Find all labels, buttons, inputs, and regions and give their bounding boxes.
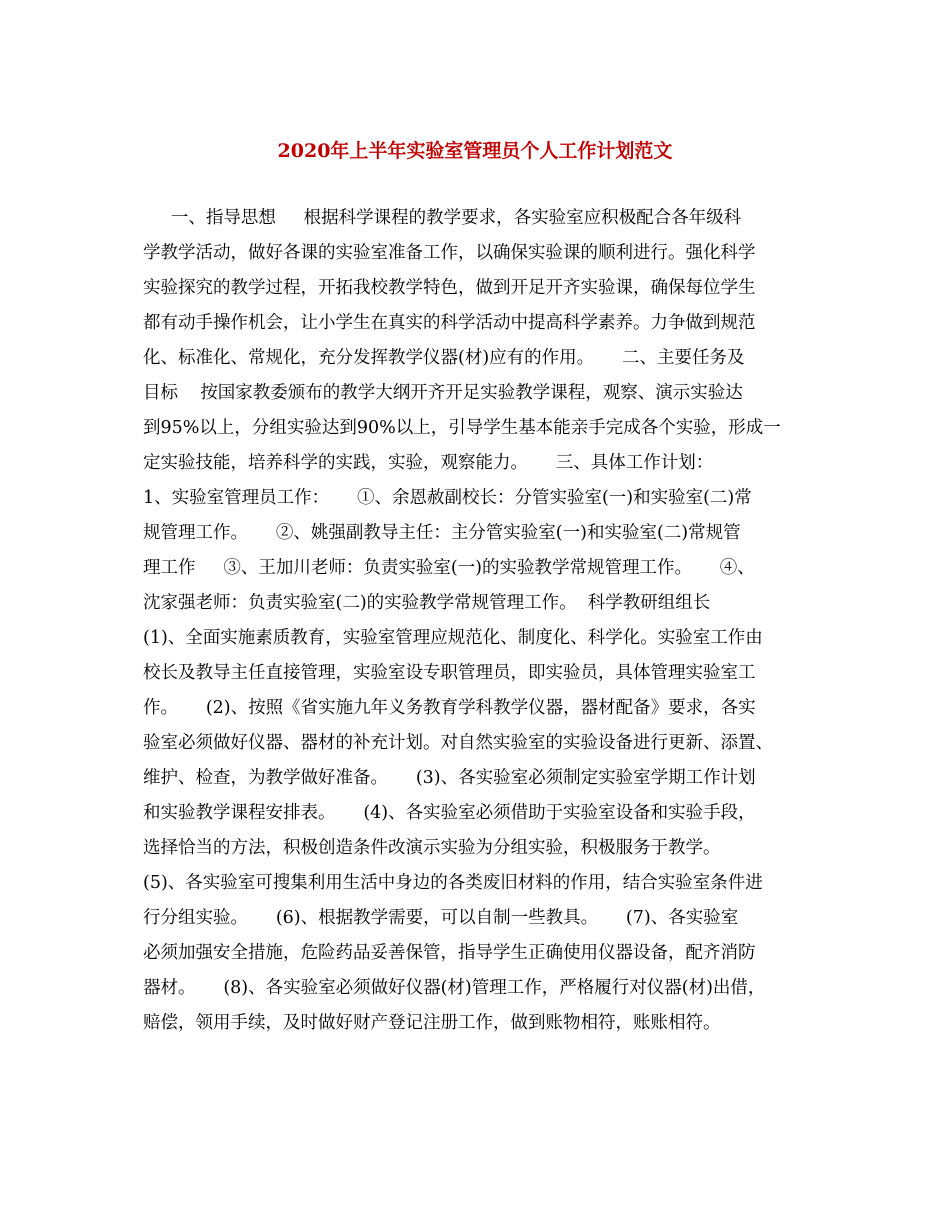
body-line: 定实验技能，培养科学的实践，实验，观察能力。 三、具体工作计划：	[143, 453, 714, 473]
body-line: 到95%以上，分组实验达到90%以上，引导学生基本能亲手完成各个实验，形成一	[143, 418, 781, 438]
body-line: 沈家强老师：负责实验室(二)的实验教学常规管理工作。 科学教研组组长	[143, 593, 711, 613]
body-line: 赔偿，领用手续，及时做好财产登记注册工作，做到账物相符，账账相符。	[143, 1013, 721, 1033]
body-line: 和实验教学课程安排表。 (4)、各实验室必须借助于实验室设备和实验手段，	[143, 803, 756, 823]
body-line: 化、标准化、常规化，充分发挥教学仪器(材)应有的作用。 二、主要任务及	[143, 348, 745, 368]
body-line: 理工作 ③、王加川老师：负责实验室(一)的实验教学常规管理工作。 ④、	[143, 558, 755, 578]
body-line: 都有动手操作机会，让小学生在真实的科学活动中提高科学素养。力争做到规范	[143, 313, 756, 333]
body-line: 必须加强安全措施，危险药品妥善保管，指导学生正确使用仪器设备，配齐消防	[143, 943, 756, 963]
body-line: 维护、检查，为教学做好准备。 (3)、各实验室必须制定实验室学期工作计划	[143, 768, 756, 788]
body-line: (1)、全面实施素质教育，实验室管理应规范化、制度化、科学化。实验室工作由	[143, 628, 763, 648]
body-line: 校长及教导主任直接管理，实验室设专职管理员，即实验员，具体管理实验室工	[143, 663, 756, 683]
body-line: 一、指导思想 根据科学课程的教学要求，各实验室应积极配合各年级科	[143, 208, 742, 228]
body-line: 作。 (2)、按照《省实施九年义务教育学科教学仪器，器材配备》要求，各实	[143, 698, 756, 718]
body-line: 学教学活动，做好各课的实验室准备工作，以确保实验课的顺利进行。强化科学	[143, 243, 756, 263]
document-title: 2020年上半年实验室管理员个人工作计划范文	[277, 140, 673, 162]
body-line: 规管理工作。 ②、姚强副教导主任：主分管实验室(一)和实验室(二)常规管	[143, 523, 741, 543]
body-line: 目标 按国家教委颁布的教学大纲开齐开足实验教学课程，观察、演示实验达	[143, 383, 743, 403]
body-line: (5)、各实验室可搜集利用生活中身边的各类废旧材料的作用，结合实验室条件进	[143, 873, 763, 893]
body-line: 选择恰当的方法，积极创造条件改演示实验为分组实验，积极服务于教学。	[143, 838, 721, 858]
body-line: 行分组实验。 (6)、根据教学需要，可以自制一些教具。 (7)、各实验室	[143, 908, 739, 928]
body-line: 实验探究的教学过程，开拓我校教学特色，做到开足开齐实验课，确保每位学生	[143, 278, 756, 298]
body-line: 1、实验室管理员工作： ①、余恩赦副校长：分管实验室(一)和实验室(二)常	[143, 488, 752, 508]
body-line: 验室必须做好仪器、器材的补充计划。对自然实验室的实验设备进行更新、添置、	[143, 733, 773, 753]
body-line: 器材。 (8)、各实验室必须做好仪器(材)管理工作，严格履行对仪器(材)出借，	[143, 978, 766, 998]
